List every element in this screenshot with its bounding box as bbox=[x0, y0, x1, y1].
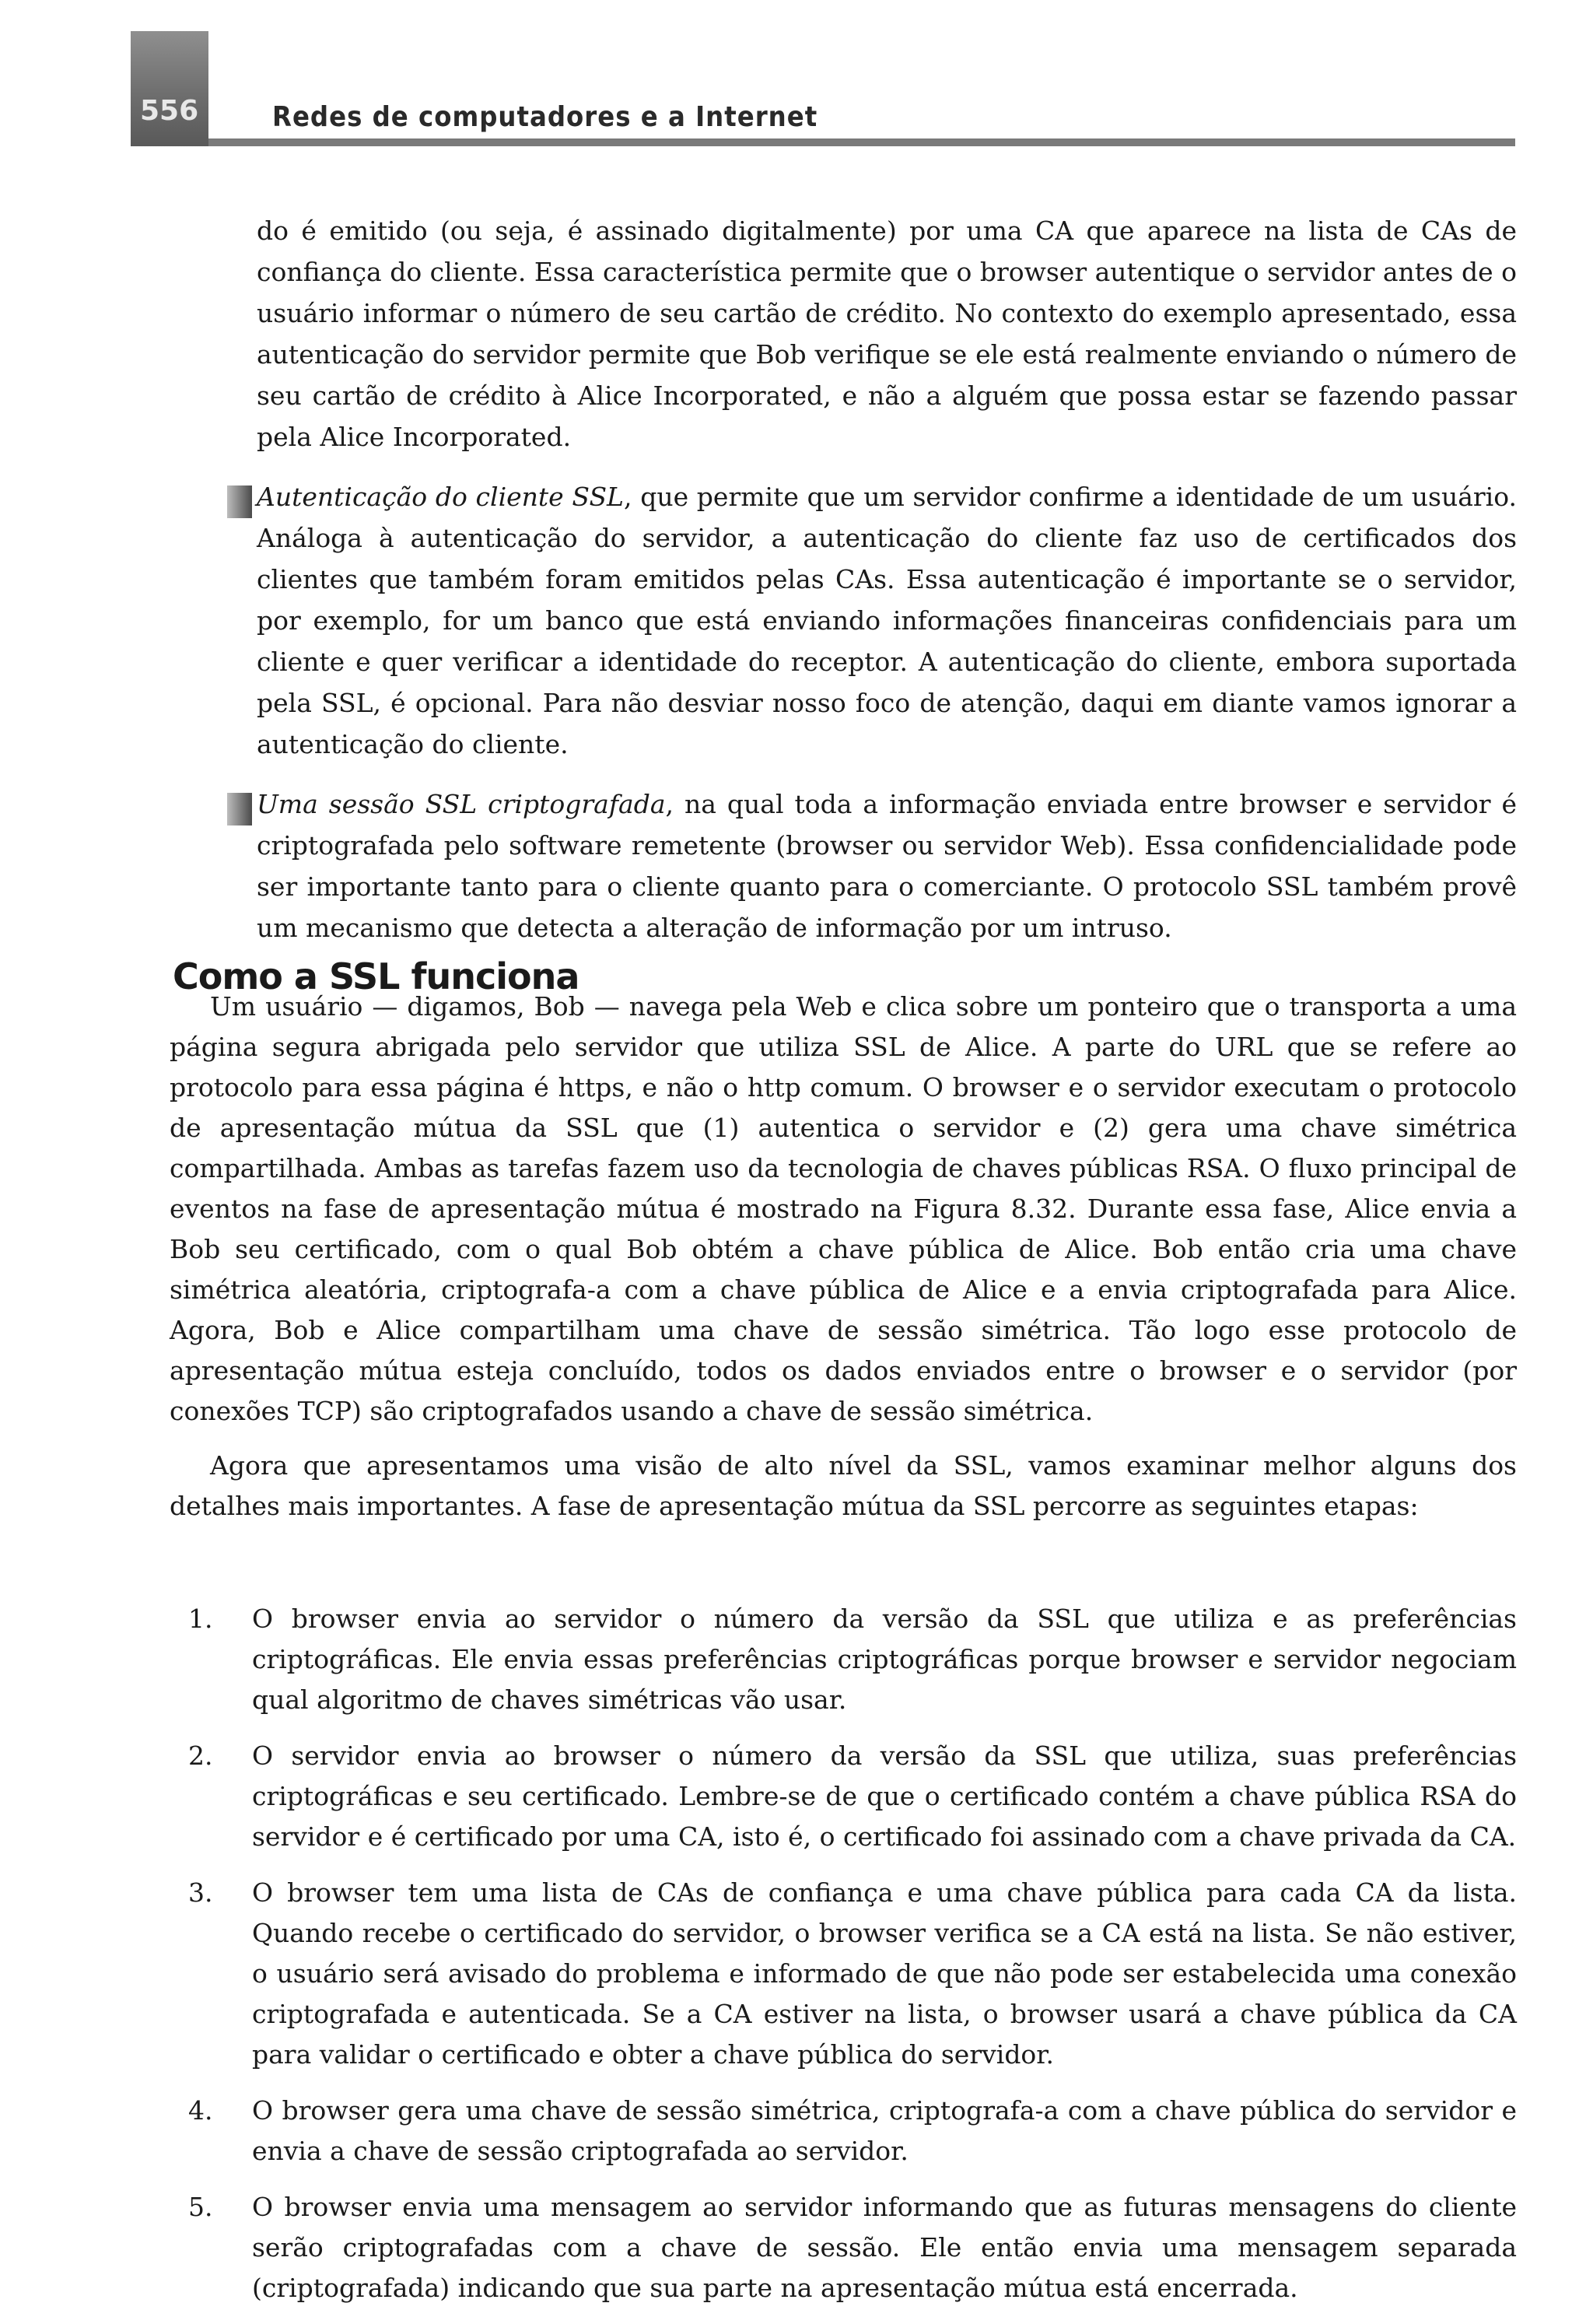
bullet-text: , na qual toda a informação enviada entre browser e servidor é criptografada pelo software remetente (browser ou servidor Web). Essa confidencialidade pode ser importante tanto para o cliente quanto para o comerciante. O protocolo SSL também provê um mecanismo que detecta a alteração de informação por um intruso. bbox=[257, 789, 1517, 943]
section-body bbox=[170, 987, 1517, 1527]
step-text: O browser envia uma mensagem ao servidor informando que as futuras mensagens do cliente serão criptografadas com a chave de sessão. Ele então envia uma mensagem separada (criptografada) indicando que sua parte na apresentação mútua está encerrada. bbox=[252, 2192, 1517, 2303]
list-item bbox=[170, 2091, 1517, 2172]
bullet-item-client-authentication bbox=[257, 476, 1517, 765]
section-paragraph: Agora que apresentamos uma visão de alto nível da SSL, vamos examinar melhor alguns dos detalhes mais importantes. A fase de apresentação mútua da SSL percorre as seguintes etapas: bbox=[170, 1450, 1517, 1521]
bullet-text: , que permite que um servidor confirme a identidade de um usuário. Análoga à autenticação do servidor, a autenticação do cliente faz uso de certificados dos clientes que também foram emitidos pelas CAs. Essa autenticação é importante se o servidor, por exemplo, for um banco que está enviando informações financeiras confidenciais para um cliente e quer verificar a identidade do receptor. A autenticação do cliente, embora suportada pela SSL, é opcional. Para não desviar nosso foco de atenção, daqui em diante vamos ignorar a autenticação do cliente. bbox=[257, 482, 1517, 759]
page-number-block bbox=[131, 31, 208, 146]
step-text: O browser envia ao servidor o número da versão da SSL que utiliza e as preferências criptográficas. Ele envia essas preferências criptográficas porque browser e servidor negociam qual algoritmo de chaves simétricas vão usar. bbox=[252, 1604, 1517, 1715]
list-item bbox=[170, 1599, 1517, 1720]
section-paragraph: Um usuário — digamos, Bob — navega pela Web e clica sobre um ponteiro que o transporta a uma página segura abrigada pelo servidor que utiliza SSL de Alice. A parte do URL que se refere ao protocolo para essa página é https, e não o http comum. O browser e o servidor executam o protocolo de apresentação mútua da SSL que (1) autentica o servidor e (2) gera uma chave simétrica compartilhada. Ambas as tarefas fazem uso da tecnologia de chaves públicas RSA. O fluxo principal de eventos na fase de apresentação mútua é mostrado na Figura 8.32. Durante essa fase, Alice envia a Bob seu certificado, com o qual Bob obtém a chave pública de Alice. Bob então cria uma chave simétrica aleatória, criptografa-a com a chave pública de Alice e a envia criptografada para Alice. Agora, Bob e Alice compartilham uma chave de sessão simétrica. Tão logo esse protocolo de apresentação mútua esteja concluído, todos os dados enviados entre o browser e o servidor (por conexões TCP) são criptografados usando a chave de sessão simétrica. bbox=[170, 991, 1517, 1426]
bullet-paragraph bbox=[257, 783, 1517, 948]
bullet-list-section bbox=[257, 210, 1517, 948]
list-item bbox=[170, 1736, 1517, 1857]
section-heading: Como a SSL funciona bbox=[173, 955, 579, 998]
page-number: 556 bbox=[140, 95, 199, 127]
list-item bbox=[170, 2187, 1517, 2308]
bullet-term: Autenticação do cliente SSL bbox=[257, 482, 624, 512]
handshake-steps-list bbox=[170, 1599, 1517, 2324]
list-item bbox=[170, 1873, 1517, 2075]
continuation-paragraph: do é emitido (ou seja, é assinado digitalmente) por uma CA que aparece na lista de CAs de confiança do cliente. Essa característica permite que o browser autentique o servidor antes de o usuário informar o número de seu cartão de crédito. No contexto do exemplo apresentado, essa autenticação do servidor permite que Bob verifique se ele está realmente enviando o número de seu cartão de crédito à Alice Incorporated, e não a alguém que possa estar se fazendo passar pela Alice Incorporated. bbox=[257, 216, 1517, 452]
page-header bbox=[131, 31, 1515, 146]
step-number: 3. bbox=[188, 1877, 213, 1908]
bullet-item-encrypted-session bbox=[257, 783, 1517, 948]
bullet-marker bbox=[227, 485, 252, 518]
bullet-marker bbox=[227, 793, 252, 825]
running-title: Redes de computadores e a Internet bbox=[272, 101, 818, 133]
header-rule bbox=[208, 138, 1515, 146]
step-number: 1. bbox=[188, 1604, 213, 1634]
bullet-term: Uma sessão SSL criptografada bbox=[257, 789, 666, 819]
step-text: O servidor envia ao browser o número da versão da SSL que utiliza, suas preferências criptográficas e seu certificado. Lembre-se de que o certificado contém a chave pública RSA do servidor e é certificado por uma CA, isto é, o certificado foi assinado com a chave privada da CA. bbox=[252, 1740, 1517, 1852]
step-number: 4. bbox=[188, 2095, 213, 2126]
step-number: 2. bbox=[188, 1740, 213, 1771]
bullet-paragraph bbox=[257, 476, 1517, 765]
step-number: 5. bbox=[188, 2192, 213, 2222]
step-text: O browser gera uma chave de sessão simétrica, criptografa-a com a chave pública do servidor e envia a chave de sessão criptografada ao servidor. bbox=[252, 2095, 1517, 2166]
step-text: O browser tem uma lista de CAs de confiança e uma chave pública para cada CA da lista. Quando recebe o certificado do servidor, o browser verifica se a CA está na lista. Se não estiver, o usuário será avisado do problema e informado de que não pode ser estabelecida uma conexão criptografada e autenticada. Se a CA estiver na lista, o browser usará a chave pública da CA para validar o certificado e obter a chave pública do servidor. bbox=[252, 1877, 1517, 2070]
